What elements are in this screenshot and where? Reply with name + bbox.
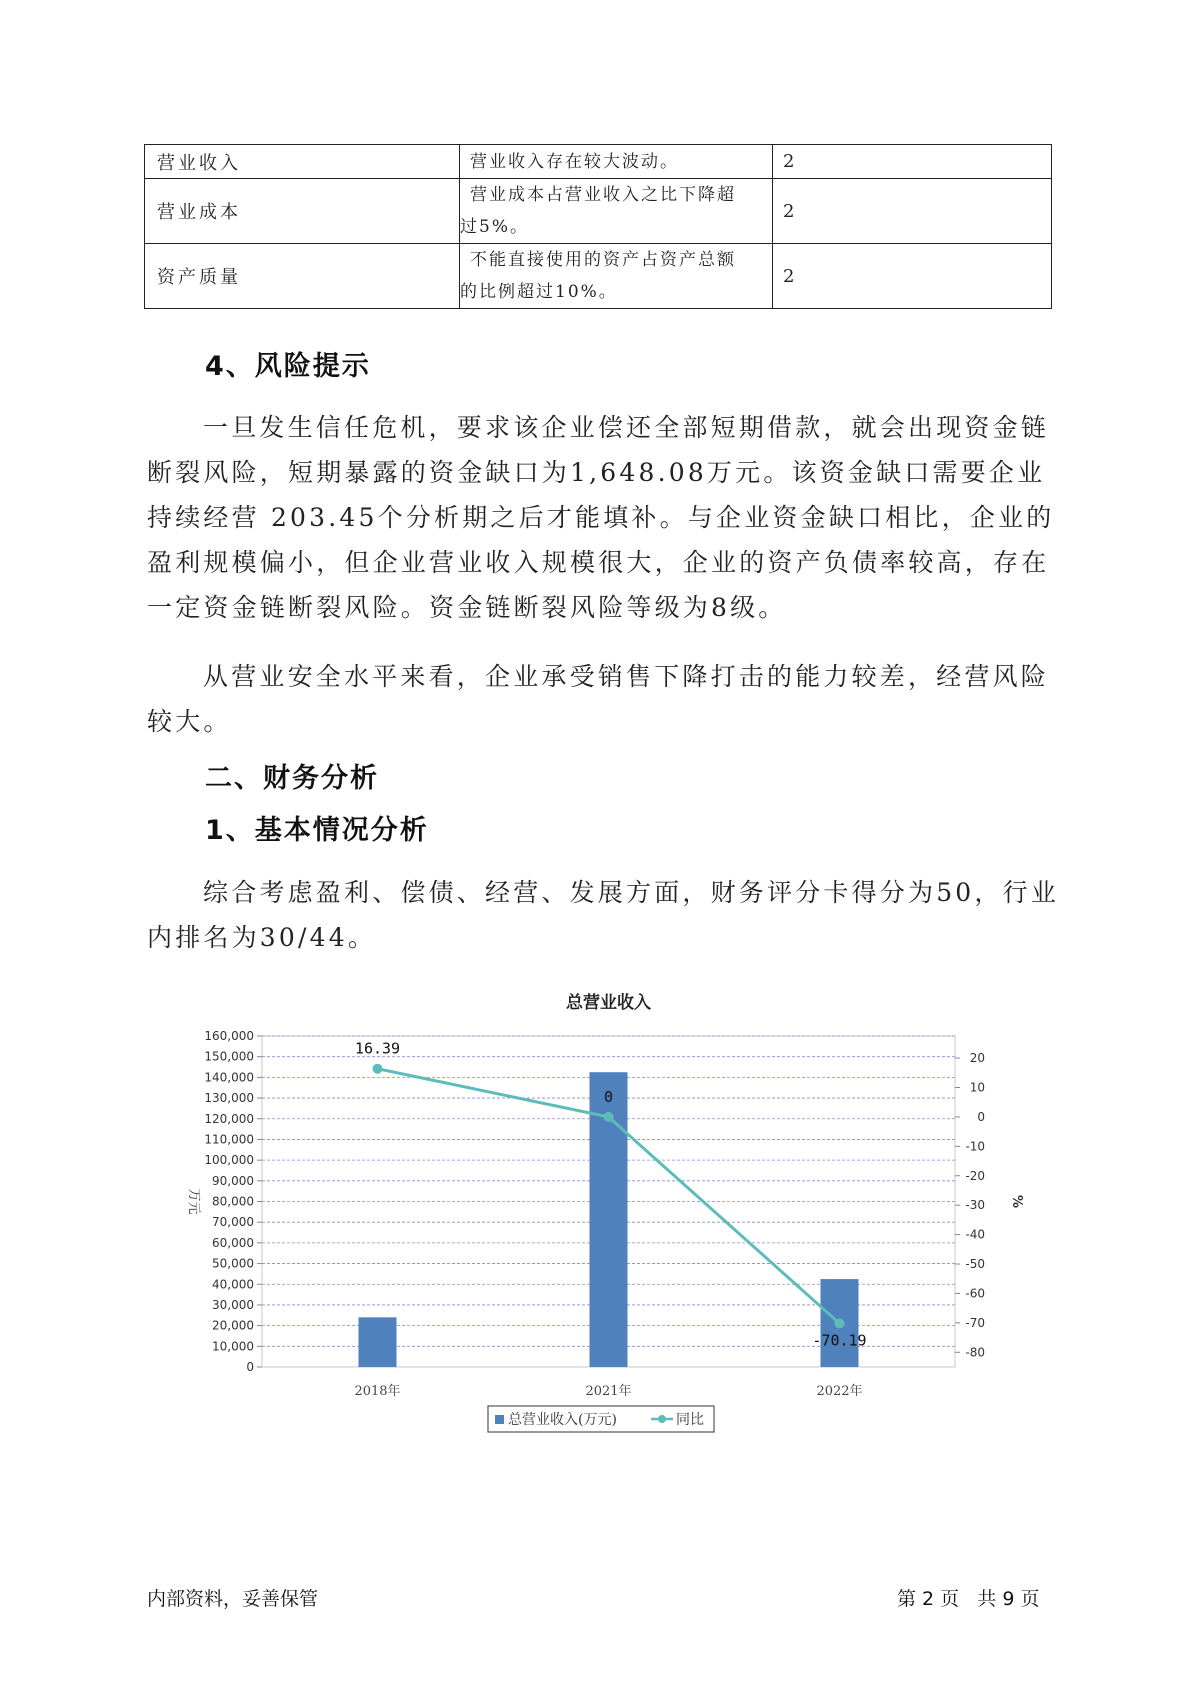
risk-heading: 4、风险提示 [205,351,371,382]
table-cell-score: 2 [773,244,1052,309]
y-tick-label: 100,000 [204,1153,254,1168]
desc-line: 过5%。 [460,217,529,237]
y-tick-label: 130,000 [204,1091,254,1106]
y-tick-label: 40,000 [212,1277,254,1292]
point-yoy [835,1318,845,1328]
y2-tick-label: -10 [965,1139,985,1154]
y-tick-label: 150,000 [204,1049,254,1064]
y-tick-label: 110,000 [204,1132,254,1147]
table-cell-desc [460,179,773,244]
y-tick-label: 50,000 [212,1256,254,1271]
legend-label-revenue: 总营业收入(万元) [508,1412,617,1428]
risk-paragraph-1: 一旦发生信任危机，要求该企业偿还全部短期借款，就会出现资金链断裂风险，短期暴露的资金缺口为1,648.08万元。该资金缺口需要企业持续经营 203.45个分析期之后才能填补。与企业资金缺口相比，企业的盈利规模偏小，但企业营业收入规模很大，企业的资产负债率较高，存在一定资金链断裂风险。资金链断裂风险等级为8级。 [147,413,1055,622]
table-row [145,244,1052,309]
data-label-yoy: 16.39 [354,1039,401,1058]
y2-tick-label: -70 [965,1315,985,1330]
finance-heading: 二、财务分析 [205,763,379,794]
basic-analysis-heading: 1、基本情况分析 [205,815,429,846]
y-axis-label: 万元 [186,1188,201,1215]
table-row [145,179,1052,244]
desc-line: 的比例超过10%。 [460,282,618,302]
y2-tick-label: -40 [965,1227,985,1242]
data-label-yoy: 0 [603,1087,614,1106]
legend-swatch-revenue [495,1415,504,1424]
chart-title: 总营业收入 [566,993,651,1013]
y2-tick-label: -20 [965,1168,985,1183]
point-yoy [373,1064,383,1074]
desc-line: 不能直接使用的资产占资产总额 [470,250,736,270]
x-tick-label: 2021年 [585,1384,632,1399]
table-cell-item: 资产质量 [145,244,460,309]
y-tick-label: 60,000 [212,1235,254,1250]
legend-label-yoy: 同比 [676,1412,704,1428]
x-tick-label: 2022年 [816,1384,863,1399]
table-cell-score: 2 [773,179,1052,244]
y-tick-label: 160,000 [204,1029,254,1043]
legend-swatch-yoy-point [658,1415,666,1423]
y2-axis-label: % [1009,1194,1024,1209]
y-tick-label: 0 [246,1360,254,1374]
data-label-yoy: -70.19 [812,1331,867,1350]
y2-tick-label: -80 [965,1345,985,1360]
desc-line: 营业成本占营业收入之比下降超 [470,185,736,205]
footer-page-number: 第 2 页 共 9 页 [897,1588,1040,1610]
bar-revenue [359,1317,397,1367]
risk-indicator-table [144,144,1052,309]
y-tick-label: 30,000 [212,1297,254,1312]
y2-tick-label: 10 [969,1080,985,1095]
table-cell-desc: 营业收入存在较大波动。 [460,145,773,179]
table-cell-item: 营业收入 [145,145,460,179]
basic-analysis-paragraph: 综合考虑盈利、偿债、经营、发展方面，财务评分卡得分为50，行业内排名为30/44。 [147,878,1060,952]
table-cell-desc [460,244,773,309]
table-cell-score: 2 [773,145,1052,179]
y-tick-label: 10,000 [212,1339,254,1354]
y2-tick-label: -60 [965,1286,985,1301]
y-tick-label: 80,000 [212,1194,254,1209]
y-tick-label: 140,000 [204,1070,254,1085]
y-tick-label: 20,000 [212,1318,254,1333]
y2-tick-label: -30 [965,1198,985,1213]
revenue-chart [170,980,1030,1440]
risk-paragraph-2: 从营业安全水平来看，企业承受销售下降打击的能力较差，经营风险较大。 [147,662,1050,736]
x-tick-label: 2018年 [354,1384,401,1399]
table-row [145,145,1052,179]
y-tick-label: 120,000 [204,1111,254,1126]
footer-confidential: 内部资料，妥善保管 [147,1588,319,1610]
y-tick-label: 90,000 [212,1173,254,1188]
point-yoy [604,1112,614,1122]
y2-tick-label: 0 [977,1109,985,1124]
y2-tick-label: -50 [965,1257,985,1272]
y-tick-label: 70,000 [212,1215,254,1230]
table-cell-item: 营业成本 [145,179,460,244]
y2-tick-label: 20 [969,1051,985,1066]
